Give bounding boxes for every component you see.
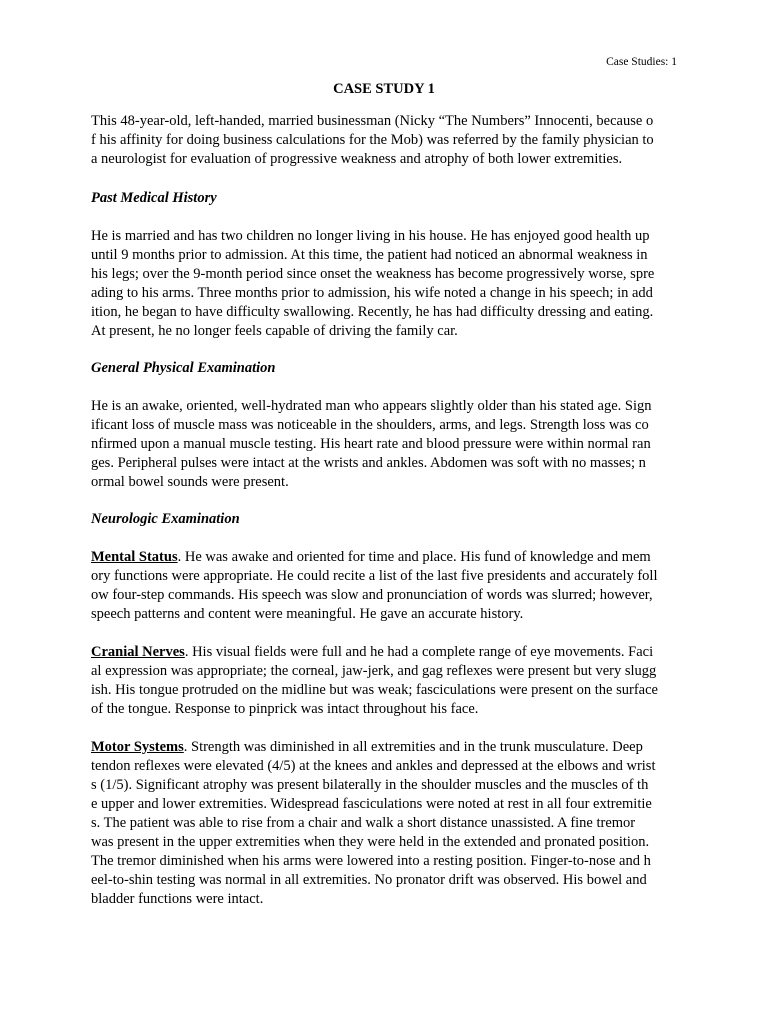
page-title: CASE STUDY 1 xyxy=(333,81,435,97)
text-line: eel-to-shin testing was normal in all extremities. No pronator drift was observed. His bowel and xyxy=(91,872,647,888)
text-line: f his affinity for doing business calculations for the Mob) was referred by the family physician to xyxy=(91,132,654,148)
text-line: The tremor diminished when his arms were lowered into a resting position. Finger-to-nose and h xyxy=(91,853,651,869)
past-medical-history-paragraph xyxy=(91,227,681,341)
text-line: was present in the upper extremities when they were held in the extended and pronated position. xyxy=(91,834,650,850)
text-line: of the tongue. Response to pinprick was intact throughout his face. xyxy=(91,701,479,717)
text-line: bladder functions were intact. xyxy=(91,891,264,907)
running-header: Case Studies: 1 xyxy=(606,56,677,68)
mental-status-first-line: . He was awake and oriented for time and place. His fund of knowledge and mem xyxy=(177,549,651,565)
text-line: ges. Peripheral pulses were intact at the wrists and ankles. Abdomen was soft with no masses; n xyxy=(91,455,646,471)
motor-systems-paragraph xyxy=(91,738,681,909)
text-line: At present, he no longer feels capable of driving the family car. xyxy=(91,323,458,339)
text-line: a neurologist for evaluation of progressive weakness and atrophy of both lower extremities. xyxy=(91,151,623,167)
text-line: ish. His tongue protruded on the midline but was weak; fasciculations were present on the surface xyxy=(91,682,658,698)
text-line: ificant loss of muscle mass was noticeable in the shoulders, arms, and legs. Strength loss was co xyxy=(91,417,649,433)
text-line: This 48-year-old, left-handed, married businessman (Nicky “The Numbers” Innocenti, because o xyxy=(91,113,654,129)
text-line: ow four-step commands. His speech was slow and pronunciation of words was slurred; however, xyxy=(91,587,653,603)
motor-systems-first-line: . Strength was diminished in all extremities and in the trunk musculature. Deep xyxy=(183,739,643,755)
text-line: al expression was appropriate; the corneal, jaw-jerk, and gag reflexes were present but very slugg xyxy=(91,663,657,679)
text-line: ading to his arms. Three months prior to admission, his wife noted a change in his speech; in add xyxy=(91,285,653,301)
text-line: s. The patient was able to rise from a chair and walk a short distance unassisted. A fine tremor xyxy=(91,815,636,831)
text-line xyxy=(91,643,681,662)
mental-status-label: Mental Status xyxy=(91,549,178,565)
general-physical-paragraph xyxy=(91,397,681,492)
cranial-nerves-paragraph xyxy=(91,643,681,719)
text-line: his legs; over the 9-month period since onset the weakness has become progressively worse, spre xyxy=(91,266,655,282)
cranial-nerves-label: Cranial Nerves xyxy=(91,644,185,660)
text-line: until 9 months prior to admission. At this time, the patient had noticed an abnormal weakness in xyxy=(91,247,648,263)
text-line: ormal bowel sounds were present. xyxy=(91,474,289,490)
section-heading-past-medical-history: Past Medical History xyxy=(91,190,217,206)
text-line: He is an awake, oriented, well-hydrated man who appears slightly older than his stated age. Sign xyxy=(91,398,652,414)
cranial-nerves-first-line: . His visual fields were full and he had a complete range of eye movements. Faci xyxy=(184,644,654,660)
text-line: ition, he began to have difficulty swallowing. Recently, he has had difficulty dressing and eating. xyxy=(91,304,654,320)
text-line: He is married and has two children no longer living in his house. He has enjoyed good health up xyxy=(91,228,650,244)
text-line: e upper and lower extremities. Widespread fasciculations were noted at rest in all four extremitie xyxy=(91,796,652,812)
text-line xyxy=(91,548,681,567)
text-line: tendon reflexes were elevated (4/5) at the knees and ankles and depressed at the elbows and wrist xyxy=(91,758,656,774)
text-line xyxy=(91,738,681,757)
intro-paragraph xyxy=(91,112,681,169)
text-line: nfirmed upon a manual muscle testing. His heart rate and blood pressure were within normal ran xyxy=(91,436,651,452)
text-line: speech patterns and content were meaningful. He gave an accurate history. xyxy=(91,606,524,622)
section-heading-general-physical-examination: General Physical Examination xyxy=(91,360,276,376)
text-line: s (1/5). Significant atrophy was present bilaterally in the shoulder muscles and the muscles of th xyxy=(91,777,649,793)
text-line: ory functions were appropriate. He could recite a list of the last five presidents and accurately foll xyxy=(91,568,658,584)
section-heading-neurologic-examination: Neurologic Examination xyxy=(91,511,240,527)
motor-systems-label: Motor Systems xyxy=(91,739,184,755)
mental-status-paragraph xyxy=(91,548,681,624)
